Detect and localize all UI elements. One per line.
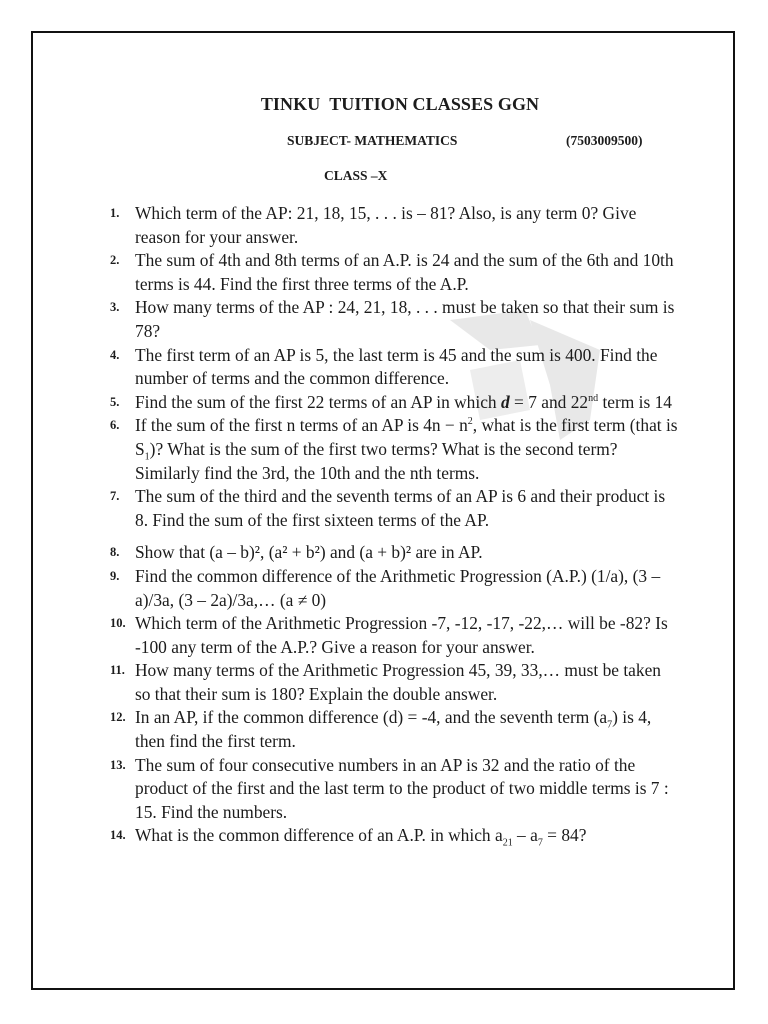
question-text: How many terms of the Arithmetic Progression 45, 39, 33,… must be taken so that their sum is 180? Explain the double answer. xyxy=(135,660,661,704)
question-text: Find the common difference of the Arithmetic Progression (A.P.) (1/a), (3 – a)/3a, (3 – 2a)/3a,… (a ≠ 0) xyxy=(135,565,661,610)
page-title: TINKU TUITION CLASSES GGN xyxy=(260,94,540,114)
question-item xyxy=(110,391,680,415)
question-item xyxy=(110,541,680,565)
question-item xyxy=(110,754,680,825)
question-number: 10. xyxy=(110,616,126,631)
question-item xyxy=(110,414,680,485)
phone-number: (7503009500) xyxy=(566,133,643,148)
question-item xyxy=(110,659,680,706)
class-label: CLASS –X xyxy=(324,168,388,183)
question-item xyxy=(110,485,680,532)
question-number: 8. xyxy=(110,545,120,560)
question-number: 12. xyxy=(110,710,126,725)
question-number: 6. xyxy=(110,418,120,433)
question-text: Which term of the Arithmetic Progression -7, -12, -17, -22,… will be -82? Is -100 any term of the A.P.? Give a reason for your answer. xyxy=(135,613,668,657)
question-text: What is the common difference of an A.P. in which $a_{21} - a_7 = 84$? xyxy=(135,825,587,849)
question-text: The sum of the third and the seventh terms of an AP is 6 and their product is 8. Find the sum of the first sixteen terms of the AP. xyxy=(135,486,666,530)
question-text: Find the sum of the first 22 terms of an AP in which d = 7 and 22nd term is 14 xyxy=(135,391,672,412)
question-number: 5. xyxy=(110,394,120,409)
question-item xyxy=(110,249,680,296)
question-number: 9. xyxy=(110,568,120,583)
question-number: 7. xyxy=(110,489,120,504)
question-number: 4. xyxy=(110,347,120,362)
subject-label: SUBJECT- MATHEMATICS xyxy=(287,133,458,148)
question-text: Show that (a – b)², (a² + b²) and (a + b)² are in AP. xyxy=(135,542,483,563)
question-number: 2. xyxy=(110,253,120,268)
question-text: How many terms of the AP : 24, 21, 18, . . . must be taken so that their sum is 78? xyxy=(135,297,675,341)
question-text: In an AP, if the common difference (d) = -4, and the seventh term $(a_7)$ is 4, then find the first term. xyxy=(135,707,652,752)
question-item xyxy=(110,344,680,391)
question-number: 3. xyxy=(110,300,120,315)
question-number: 13. xyxy=(110,757,126,772)
question-text: If the sum of the first n terms of an AP is $4n - n^2$, what is the first term (that is $S_1$)? What is the sum of the first two terms? What is the second term? Similarly find the 3rd, the 10th and the nth terms. xyxy=(135,415,678,483)
question-text: Which term of the AP: 21, 18, 15, . . . is – 81? Also, is any term 0? Give reason for your answer. xyxy=(135,203,637,247)
question-text: The sum of 4th and 8th terms of an A.P. is 24 and the sum of the 6th and 10th terms is 44. Find the first three terms of the A.P. xyxy=(135,250,674,294)
question-list xyxy=(110,202,680,848)
question-item xyxy=(110,202,680,249)
question-number: 14. xyxy=(110,828,126,843)
question-item xyxy=(110,706,680,753)
question-item xyxy=(110,565,680,612)
question-item xyxy=(110,296,680,343)
question-text: The sum of four consecutive numbers in an AP is 32 and the ratio of the product of the first and the last term to the product of two middle terms is 7 : 15. Find the numbers. xyxy=(135,754,669,822)
question-item xyxy=(110,824,680,848)
question-number: 1. xyxy=(110,206,120,220)
question-number: 11. xyxy=(110,663,125,678)
question-item xyxy=(110,612,680,659)
question-text: The first term of an AP is 5, the last term is 45 and the sum is 400. Find the number of terms and the common difference. xyxy=(135,344,658,389)
